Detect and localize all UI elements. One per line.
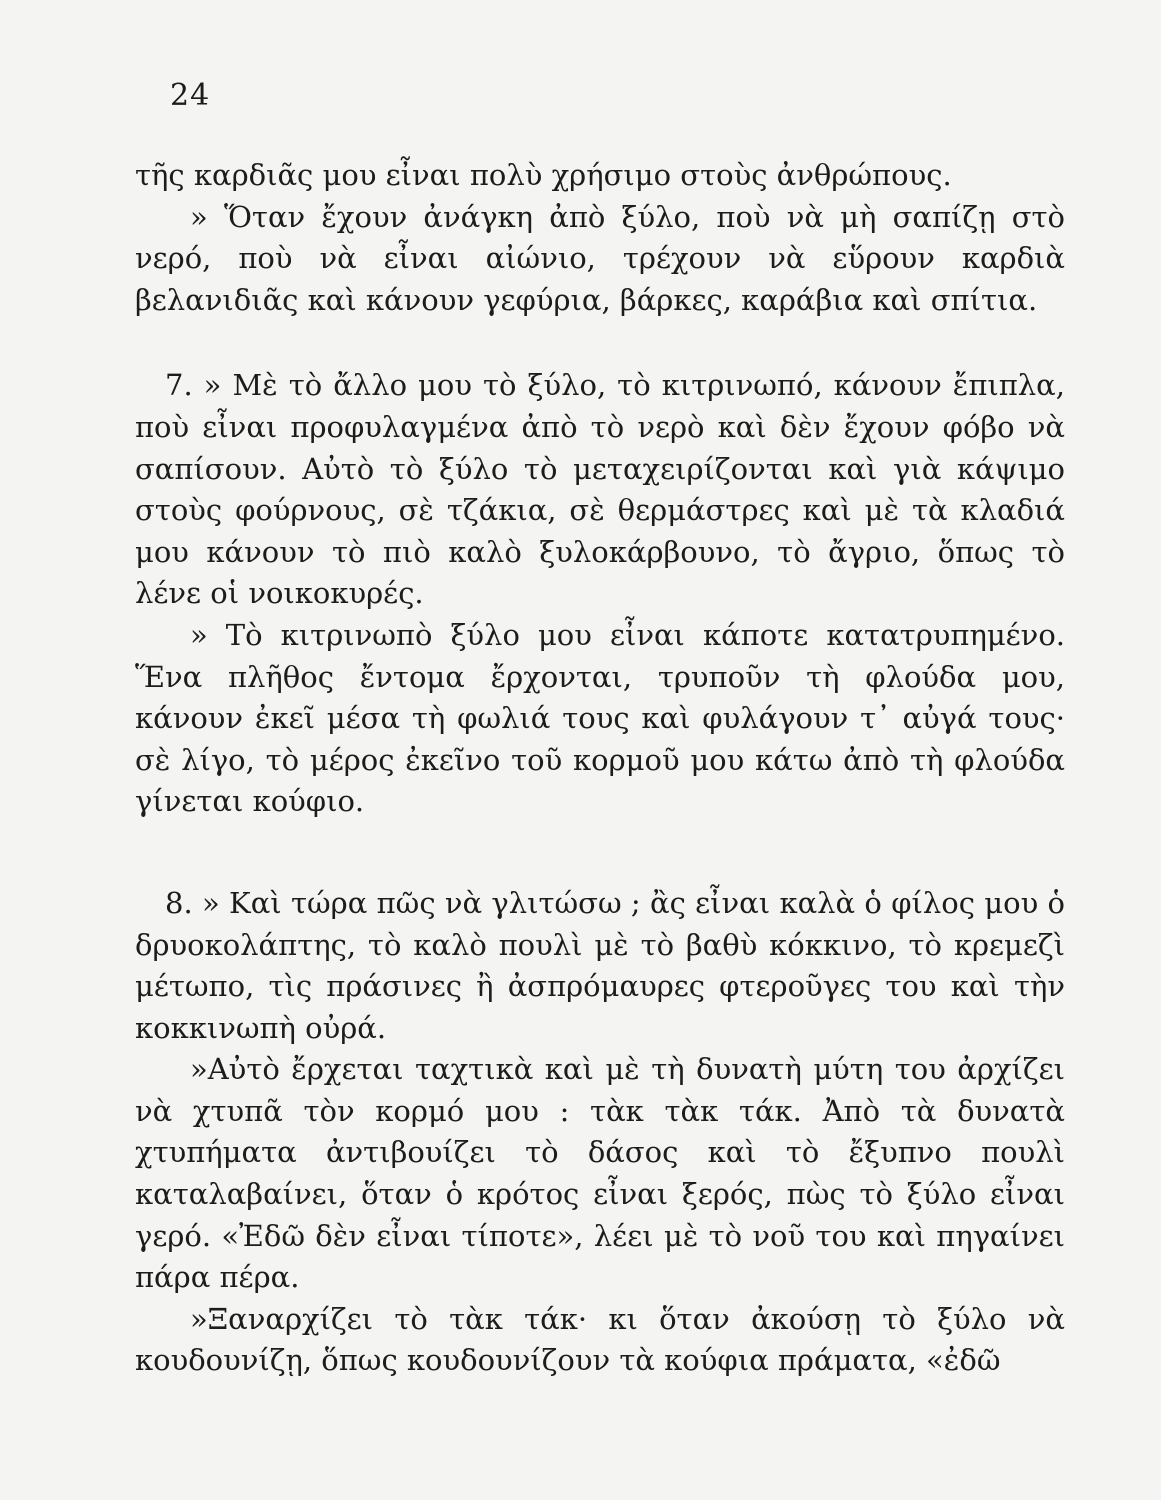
paragraph-woodpecker-hollow: »Ξαναρχίζει τὸ τὰκ τάκ· κι ὅταν ἀκούσῃ τὸ ξύλο νὰ κουδουνίζῃ, ὅπως κουδουνίζουν τὰ κούφια πράματα, «ἐδῶ — [135, 1301, 1065, 1378]
paragraph-oak-heartwood: » Ὅταν ἔχουν ἀνάγκη ἀπὸ ξύλο, ποὺ νὰ μὴ σαπίζῃ στὸ νερό, ποὺ νὰ εἶναι αἰώνιο, τρέχουν νὰ εὕρουν καρδιὰ βελανιδιᾶς καὶ κάνουν γεφύρια, βάρκες, καράβια καὶ σπίτια. — [135, 199, 1065, 317]
page-number: 24 — [170, 78, 211, 113]
paragraph-8: 8. » Καὶ τώρα πῶς νὰ γλιτώσω ; ἂς εἶναι καλὰ ὁ φίλος μου ὁ δρυοκολάπτης, τὸ καλὸ πουλὶ μὲ τὸ βαθὺ κόκκινο, τὸ κρεμεζὶ μέτωπο, τὶς πράσινες ἢ ἀσπρόμαυρες φτεροῦγες του καὶ τὴν κοκκινωπὴ οὐρά. — [135, 885, 1065, 1045]
paragraph-continuation: τῆς καρδιᾶς μου εἶναι πολὺ χρήσιμο στοὺς ἀνθρώπους. — [135, 158, 952, 192]
paragraph-woodpecker-knock: »Αὐτὸ ἔρχεται ταχτικὰ καὶ μὲ τὴ δυνατὴ μύτη του ἀρχίζει νὰ χτυπᾶ τὸν κορμό μου : τὰκ τὰκ τάκ. Ἀπὸ τὰ δυνατὰ χτυπήματα ἀντιβουίζει τὸ δάσος καὶ τὸ ἔξυπνο πουλὶ καταλαβαίνει, ὅταν ὁ κρότος εἶναι ξερός, πὼς τὸ ξύλο εἶναι γερό. «Ἐδῶ δὲν εἶναι τίποτε», λέει μὲ τὸ νοῦ του καὶ πηγαίνει πάρα πέρα. — [135, 1052, 1065, 1295]
paragraph-insects: » Τὸ κιτρινωπὸ ξύλο μου εἶναι κάποτε κατατρυπημένο. Ἕνα πλῆθος ἔντομα ἔρχονται, τρυποῦν τὴ φλούδα μου, κάνουν ἐκεῖ μέσα τὴ φωλιά τους καὶ φυλάγουν τ᾽ αὐγά τους· σὲ λίγο, τὸ μέρος ἐκεῖνο τοῦ κορμοῦ μου κάτω ἀπὸ τὴ φλούδα γίνεται κούφιο. — [135, 617, 1065, 819]
body-text — [135, 155, 1065, 1382]
paragraph-7: 7. » Μὲ τὸ ἄλλο μου τὸ ξύλο, τὸ κιτρινωπό, κάνουν ἔπιπλα, ποὺ εἶναι προφυλαγμένα ἀπὸ τὸ νερὸ καὶ δὲν ἔχουν φόβο νὰ σαπίσουν. Αὐτὸ τὸ ξύλο τὸ μεταχειρίζονται καὶ γιὰ κάψιμο στοὺς φούρνους, σὲ τζάκια, σὲ θερμάστρες καὶ μὲ τὰ κλαδιά μου κάνουν τὸ πιὸ καλὸ ξυλοκάρβουνο, τὸ ἄγριο, ὅπως τὸ λένε οἱ νοικοκυρές. — [135, 368, 1065, 611]
